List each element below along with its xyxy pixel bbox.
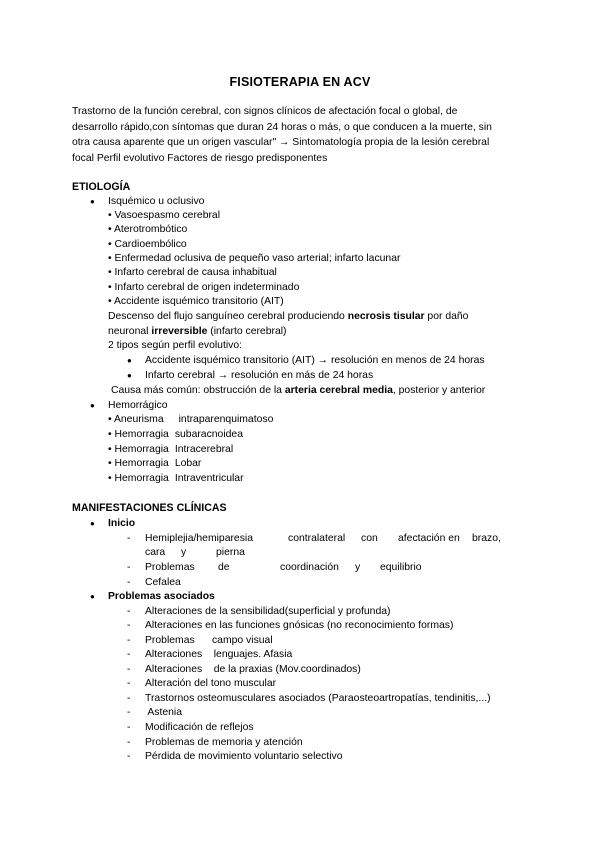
text: Problemas: [145, 562, 195, 573]
text: afectación en: [398, 533, 460, 544]
text: • Aneurisma: [108, 414, 164, 425]
text: pierna: [216, 547, 245, 558]
list-item: - Modificación de reflejos: [145, 721, 254, 735]
list-item: [108, 413, 273, 427]
causa-text: [111, 384, 485, 398]
text: • Hemorragia: [108, 429, 169, 440]
list-item-cefalea: - Cefalea: [145, 576, 181, 590]
list-item: • Enfermedad oclusiva de pequeño vaso arterial; infarto lacunar: [108, 253, 401, 264]
list-item: - Astenia: [145, 706, 182, 720]
text: brazo,: [472, 533, 501, 544]
list-item-problemas-asociados: ● Problemas asociados: [108, 590, 215, 604]
section-heading-manifestaciones: MANIFESTACIONES CLÍNICAS: [72, 502, 227, 514]
intro-line: desarrollo rápido,con síntomas que duran 24 horas o más, o que conducen a la muerte, sin: [72, 121, 492, 133]
intro-paragraph: [72, 104, 532, 166]
list-item: [108, 428, 243, 442]
list-item: - Trastornos osteomusculares asociados (Paraosteoartropatías, tendinitis,...): [145, 692, 491, 706]
text: Intraventricular: [174, 473, 244, 484]
text: equilibrio: [380, 562, 422, 573]
text: Causa más común: obstrucción de la: [111, 385, 285, 396]
text: intraparenquimatoso: [178, 414, 274, 425]
list-item: - Alteración del tono muscular: [145, 677, 276, 691]
text: subaracnoidea: [174, 429, 243, 440]
text: de: [218, 562, 230, 573]
intro-line: Trastorno de la función cerebral, con signos clínicos de afectación focal o global, de: [72, 106, 458, 117]
text: • Hemorragia: [108, 473, 169, 484]
text: • Hemorragia: [108, 458, 169, 469]
text: (infarto cerebral): [207, 326, 287, 337]
text: por daño: [424, 311, 469, 322]
text: neuronal: [108, 326, 152, 337]
text: • Hemorragia: [108, 444, 169, 455]
list-item-inicio: ● Inicio: [108, 517, 135, 531]
list-item-tipo-ait: ● Accidente isquémico transitorio (AIT) → resolución en menos de 24 horas: [145, 354, 485, 368]
text: , posterior y anterior: [392, 385, 486, 396]
text: Descenso del flujo sanguíneo cerebral produciendo: [108, 311, 348, 322]
list-item: • Infarto cerebral de causa inhabitual: [108, 267, 277, 278]
list-item: - Pérdida de movimiento voluntario selectivo: [145, 750, 343, 764]
list-item-isquemico: ● Isquémico u oclusivo: [108, 195, 204, 209]
list-item: - Alteraciones de la sensibilidad(superficial y profunda): [145, 605, 390, 619]
list-item: - Alteraciones en las funciones gnósicas (no reconocimiento formas): [145, 619, 453, 633]
list-item: - Alteraciones de la praxias (Mov.coordinados): [145, 663, 361, 677]
tipos-text: 2 tipos según perfil evolutivo:: [108, 340, 243, 351]
text: con: [361, 533, 378, 544]
list-item: • Aterotrombótico: [108, 224, 188, 235]
list-item: - Problemas de memoria y atención: [145, 736, 303, 750]
bold-text: arteria cerebral media: [284, 385, 393, 396]
list-item: - Alteraciones lenguajes. Afasia: [145, 648, 292, 662]
neuronal-text: [108, 325, 287, 339]
list-item-hemorragico: ● Hemorrágico: [108, 399, 167, 413]
list-item-tipo-infarto: ● Infarto cerebral → resolución en más de 24 horas: [145, 369, 373, 383]
bold-text: irreversible: [151, 326, 208, 337]
list-item: • Accidente isquémico transitorio (AIT): [108, 296, 284, 307]
text: Intracerebral: [174, 444, 234, 455]
text: coordinación: [280, 562, 339, 573]
text: Hemiplejia/hemiparesia: [145, 533, 253, 544]
intro-line: focal Perfil evolutivo Factores de riesgo predisponentes: [72, 152, 328, 164]
list-item: • Vasoespasmo cerebral: [108, 210, 221, 221]
list-item: - Problemas campo visual: [145, 634, 273, 648]
text: contralateral: [288, 533, 346, 544]
section-heading-etiologia: ETIOLOGÍA: [72, 181, 131, 193]
intro-line: otra causa aparente que un origen vascular" → Sintomatología propia de la lesión cerebral: [72, 137, 490, 149]
descenso-text: [108, 310, 468, 324]
bold-text: necrosis tisular: [347, 311, 425, 322]
list-item: [108, 443, 233, 457]
list-item: • Cardioembólico: [108, 239, 187, 250]
text: Lobar: [174, 458, 202, 469]
page-title: FISIOTERAPIA EN ACV: [229, 75, 371, 89]
list-item: [108, 472, 244, 486]
text: y: [355, 562, 361, 573]
text: y: [181, 547, 187, 558]
text: cara: [145, 547, 166, 558]
list-item: • Infarto cerebral de origen indeterminado: [108, 282, 300, 293]
list-item: [108, 457, 201, 471]
